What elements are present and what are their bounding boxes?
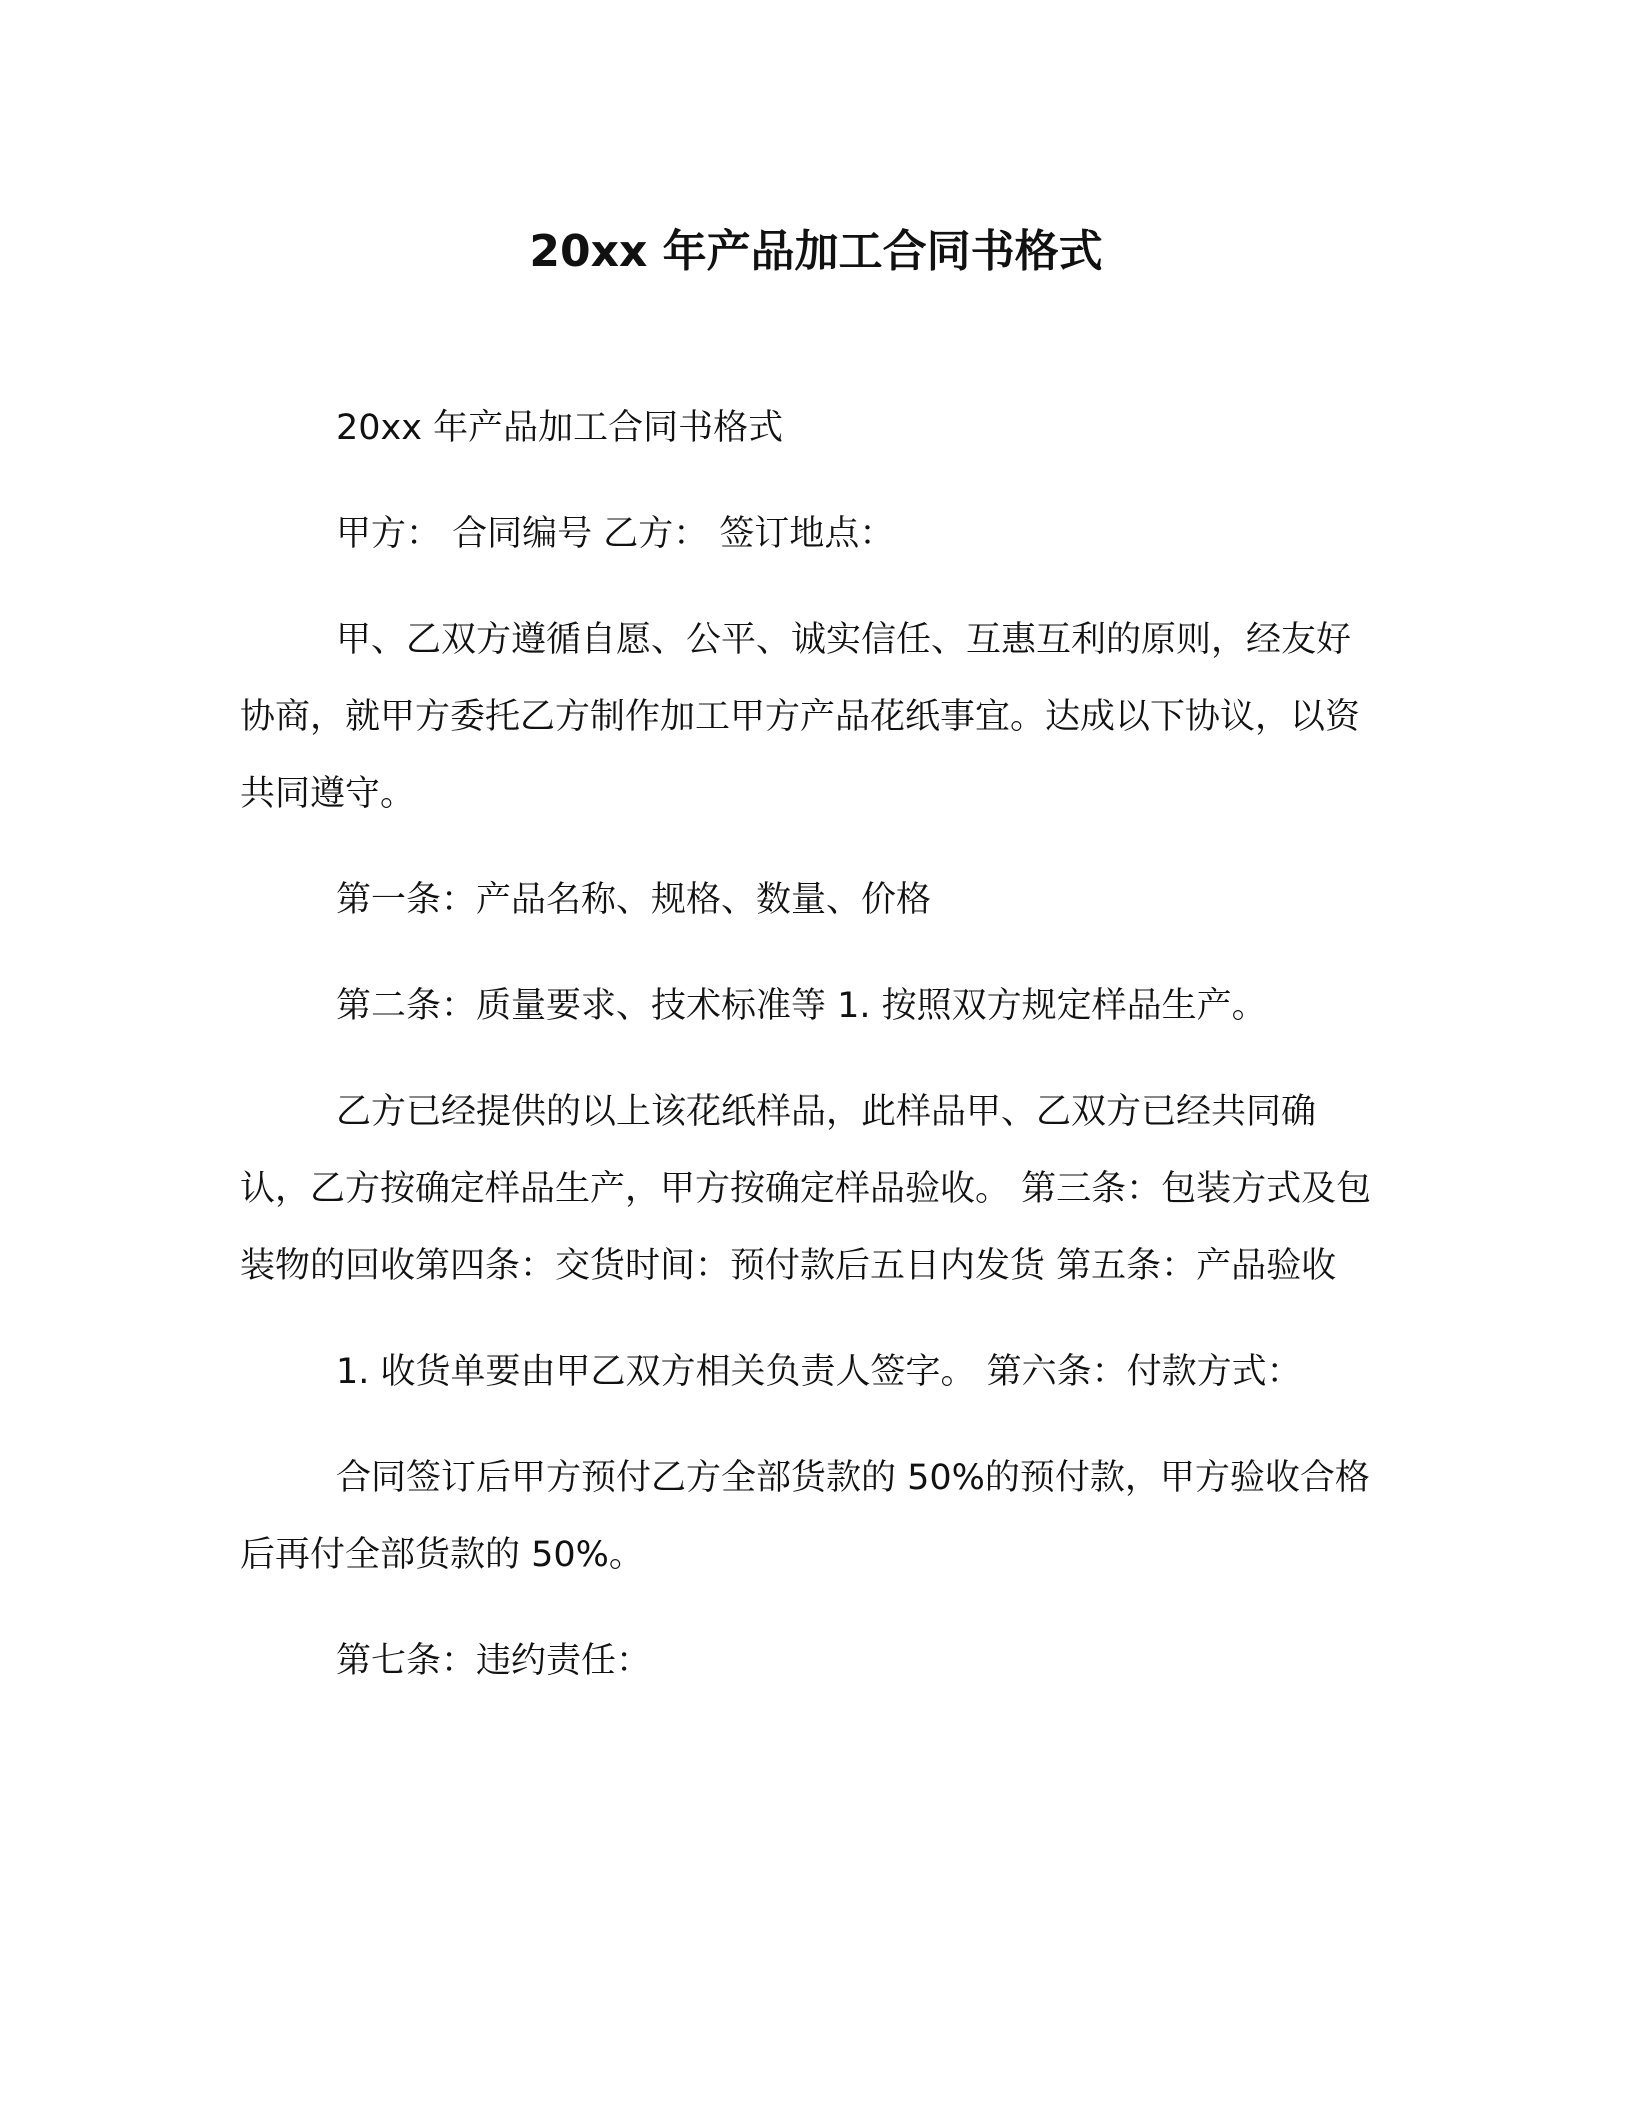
- paragraph-article-2: 第二条：质量要求、技术标准等 1. 按照双方规定样品生产。: [336, 986, 1267, 1026]
- paragraph-articles-3-5: 乙方已经提供的以上该花纸样品，此样品甲、乙双方已经共同确认，乙方按确定样品生产，甲方按确定样品验收。 第三条：包装方式及包装物的回收第四条：交货时间：预付款后五日内发货 第五条：产品验收: [240, 1092, 1372, 1286]
- paragraph-receipt-article-6: 1. 收货单要由甲乙双方相关负责人签字。 第六条：付款方式：: [336, 1352, 1302, 1392]
- paragraph-article-1: 第一条：产品名称、规格、数量、价格: [336, 880, 932, 920]
- paragraph-payment: 合同签订后甲方预付乙方全部货款的 50%的预付款，甲方验收合格后再付全部货款的 50%。: [240, 1458, 1370, 1575]
- paragraph-parties: 甲方： 合同编号 乙方： 签订地点：: [336, 514, 895, 554]
- paragraph-article-7: 第七条：违约责任：: [336, 1641, 652, 1681]
- paragraph-preamble: 甲、乙双方遵循自愿、公平、诚实信任、互惠互利的原则，经友好协商，就甲方委托乙方制作加工甲方产品花纸事宜。达成以下协议，以资共同遵守。: [240, 620, 1361, 814]
- document-title: 20xx 年产品加工合同书格式: [529, 226, 1103, 277]
- paragraph-heading: 20xx 年产品加工合同书格式: [336, 408, 784, 448]
- document-body: [240, 390, 1380, 1729]
